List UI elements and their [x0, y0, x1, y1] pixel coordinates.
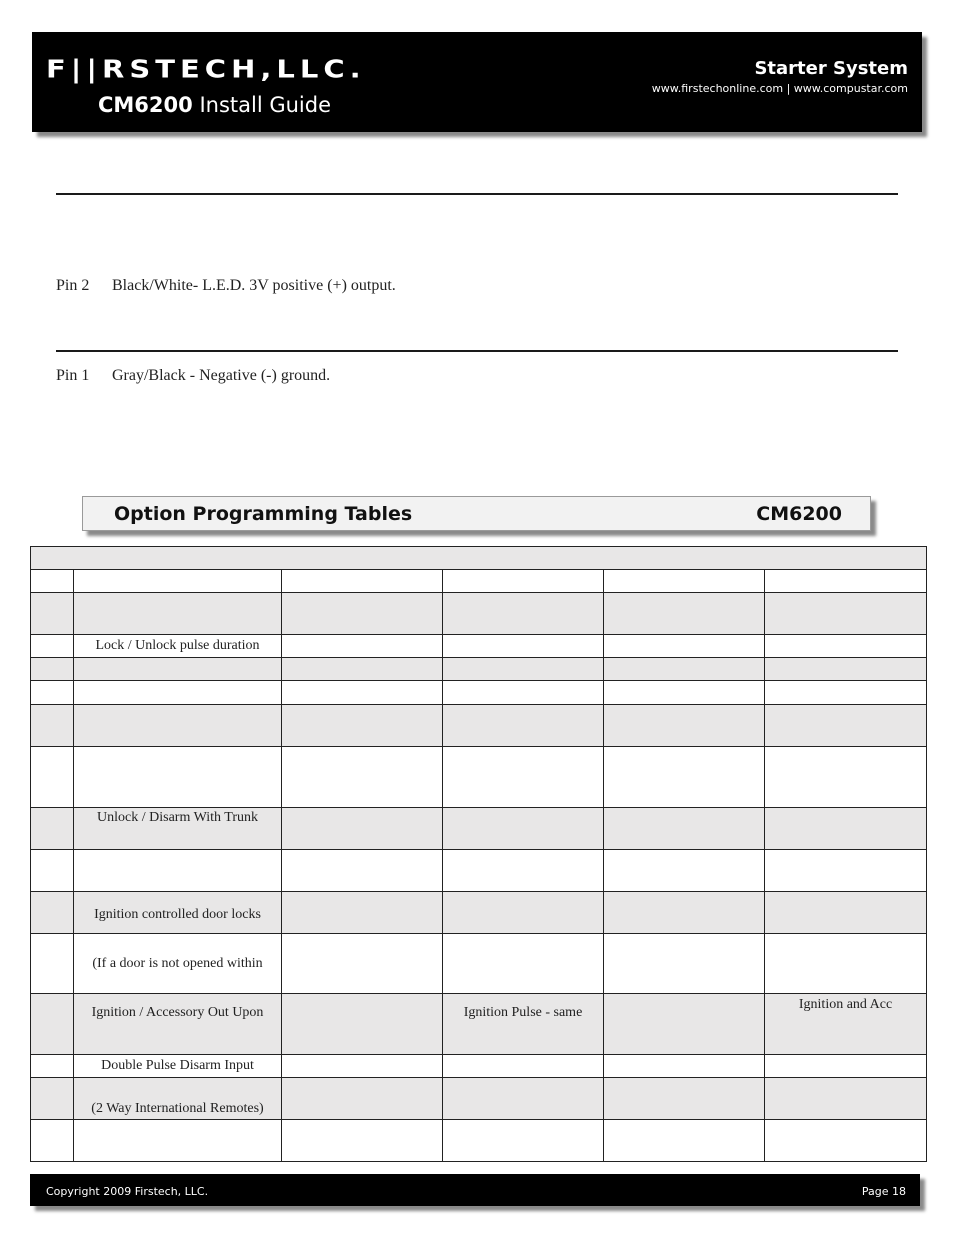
table-row [31, 747, 927, 808]
table-cell [604, 934, 765, 994]
table-cell [282, 994, 443, 1055]
table-cell [282, 808, 443, 850]
table-cell [31, 1078, 74, 1120]
table-cell [74, 593, 282, 635]
table-cell [604, 808, 765, 850]
table-cell [765, 1078, 927, 1120]
copyright-text: Copyright 2009 Firstech, LLC. [46, 1185, 209, 1198]
table-cell [604, 850, 765, 892]
table-row [31, 593, 927, 635]
table-cell [765, 658, 927, 681]
table-cell: Ignition / Accessory Out Upon [74, 994, 282, 1055]
table-cell [31, 808, 74, 850]
table-cell [604, 681, 765, 705]
table-cell [765, 808, 927, 850]
table-cell: (2 Way International Remotes) [74, 1078, 282, 1120]
table-cell [31, 994, 74, 1055]
table-row [31, 1120, 927, 1162]
table-cell [282, 747, 443, 808]
table-cell: Ignition controlled door locks [74, 892, 282, 934]
table-cell [31, 547, 927, 570]
divider-rule [56, 350, 898, 352]
table-cell [443, 747, 604, 808]
table-cell [443, 705, 604, 747]
table-row [31, 658, 927, 681]
table-cell [282, 1055, 443, 1078]
table-cell [604, 635, 765, 658]
option-programming-table [30, 546, 927, 1162]
table-cell [765, 934, 927, 994]
table-cell [31, 934, 74, 994]
table-row [31, 892, 927, 934]
table-cell [31, 658, 74, 681]
table-cell [31, 681, 74, 705]
table-cell: Lock / Unlock pulse duration [74, 635, 282, 658]
table-cell [74, 850, 282, 892]
table-header-row [31, 547, 927, 570]
table-cell [604, 570, 765, 593]
table-cell [282, 934, 443, 994]
guide-title [98, 92, 331, 118]
table-row [31, 808, 927, 850]
pin-number: Pin 2 [56, 277, 90, 294]
table-cell [282, 705, 443, 747]
table-cell [765, 705, 927, 747]
table-row [31, 1078, 927, 1120]
table-cell: Ignition and Acc [765, 994, 927, 1055]
table-cell [604, 593, 765, 635]
table-cell [765, 892, 927, 934]
table-cell [443, 808, 604, 850]
table-cell [31, 1120, 74, 1162]
table-cell [765, 1120, 927, 1162]
table-cell [31, 705, 74, 747]
table-cell [443, 850, 604, 892]
table-cell [443, 681, 604, 705]
table-cell [604, 747, 765, 808]
section-banner [82, 496, 871, 531]
table-cell [443, 934, 604, 994]
table-cell [604, 1055, 765, 1078]
table-cell [443, 1120, 604, 1162]
table-cell [765, 850, 927, 892]
table-cell [282, 1078, 443, 1120]
table-row [31, 705, 927, 747]
website-links: www.firstechonline.com | www.compustar.com [651, 82, 908, 95]
guide-label: Install Guide [199, 93, 332, 117]
pin-number: Pin 1 [56, 367, 90, 384]
table-cell [443, 1055, 604, 1078]
table-cell [443, 593, 604, 635]
table-cell [31, 892, 74, 934]
table-cell [31, 635, 74, 658]
table-row [31, 850, 927, 892]
firstech-logo: F||RSTECH,LLC. [46, 54, 366, 84]
table-cell [282, 892, 443, 934]
table-cell [74, 1120, 282, 1162]
table-cell [74, 570, 282, 593]
table-cell [765, 570, 927, 593]
divider-rule [56, 193, 898, 195]
table-row [31, 570, 927, 593]
table-cell [765, 681, 927, 705]
table-cell: Unlock / Disarm With Trunk [74, 808, 282, 850]
table-cell [31, 747, 74, 808]
table-cell [282, 635, 443, 658]
table-cell [765, 635, 927, 658]
table-cell [282, 850, 443, 892]
table-cell [74, 681, 282, 705]
table-row [31, 635, 927, 658]
table-cell: Double Pulse Disarm Input [74, 1055, 282, 1078]
table-cell [74, 705, 282, 747]
table-cell [31, 850, 74, 892]
table-row [31, 681, 927, 705]
table-cell: (If a door is not opened within [74, 934, 282, 994]
table-cell [443, 635, 604, 658]
table-cell [443, 570, 604, 593]
table-cell [443, 658, 604, 681]
table-row [31, 1055, 927, 1078]
table-cell [604, 658, 765, 681]
table-cell [443, 892, 604, 934]
model-name: CM6200 [98, 93, 193, 117]
pin-line-1 [56, 367, 330, 385]
table-row [31, 934, 927, 994]
table-cell [74, 747, 282, 808]
table-cell [443, 1078, 604, 1120]
table-cell [282, 658, 443, 681]
table-cell [31, 1055, 74, 1078]
system-name: Starter System [754, 58, 908, 79]
table-cell [31, 593, 74, 635]
pin-line-2 [56, 277, 396, 295]
table-cell [604, 1120, 765, 1162]
table-cell [282, 570, 443, 593]
table-cell [604, 1078, 765, 1120]
table-row [31, 994, 927, 1055]
table-cell [74, 658, 282, 681]
pin-description: Black/White- L.E.D. 3V positive (+) output. [112, 277, 396, 294]
section-model: CM6200 [756, 503, 842, 525]
table-cell [31, 570, 74, 593]
table-cell [282, 681, 443, 705]
table-cell [604, 705, 765, 747]
table-cell [282, 593, 443, 635]
section-title: Option Programming Tables [114, 503, 413, 525]
table-cell [765, 1055, 927, 1078]
table-cell [765, 593, 927, 635]
table-cell [604, 994, 765, 1055]
table-cell [604, 892, 765, 934]
table-cell: Ignition Pulse - same [443, 994, 604, 1055]
table-cell [282, 1120, 443, 1162]
table-cell [765, 747, 927, 808]
page-header [32, 32, 922, 132]
page-number: Page 18 [861, 1185, 906, 1198]
page-footer [30, 1174, 920, 1206]
pin-description: Gray/Black - Negative (-) ground. [112, 367, 331, 384]
